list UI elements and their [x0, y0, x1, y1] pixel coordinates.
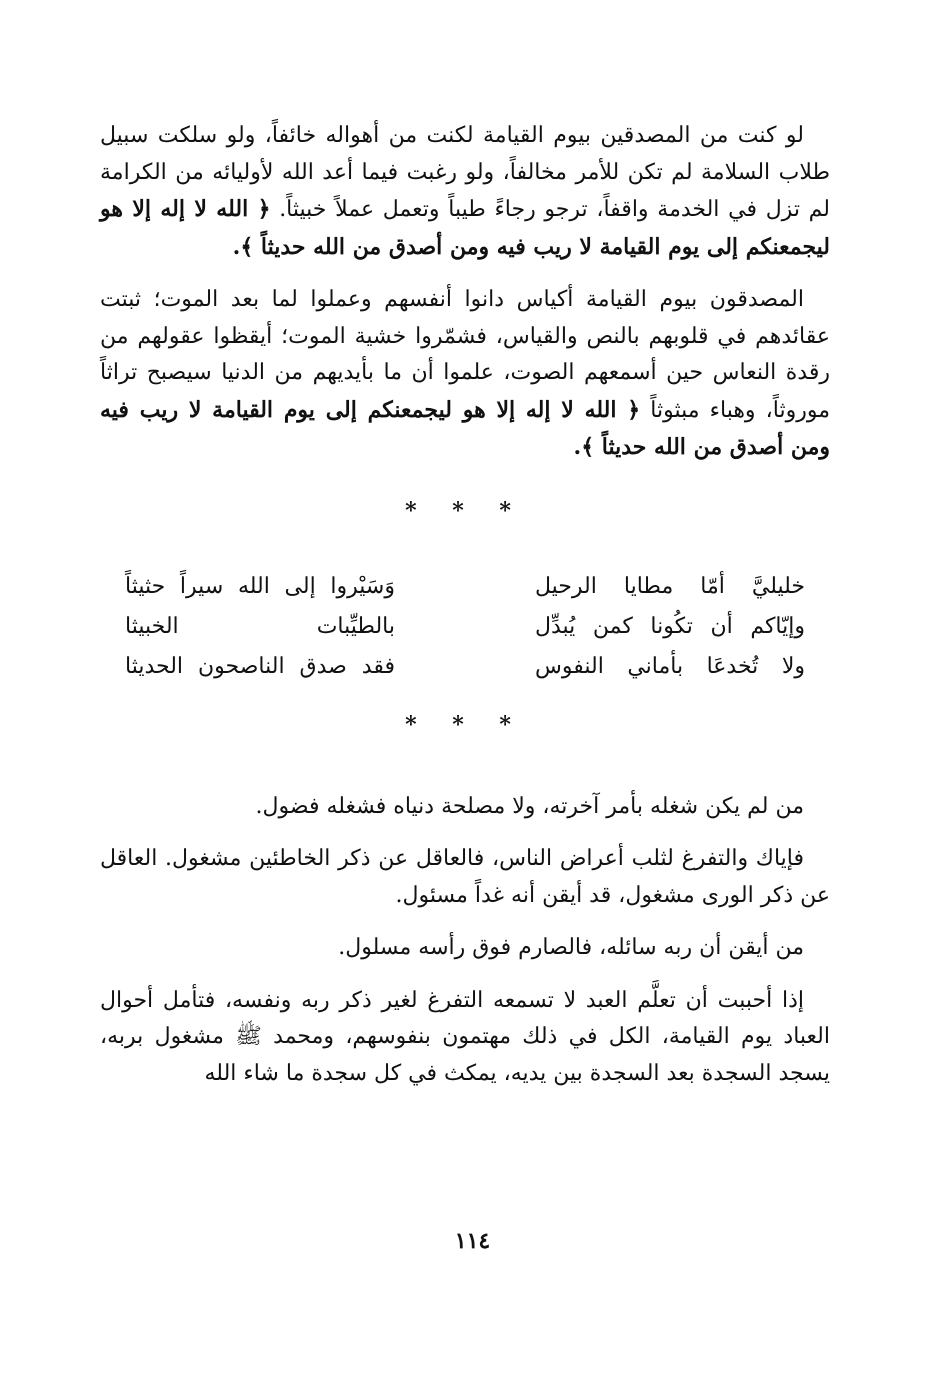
paragraph-1 [100, 118, 830, 266]
poem-hemistich-first: خليليَّ أمّا مطايا الرحيل [535, 573, 805, 599]
paragraph-3: من لم يكن شغله بأمر آخرته، ولا مصلحة دنياه فشغله فضول. [255, 793, 804, 819]
poem-hemistich-second: وَسَيْروا إلى الله سيراً حثيثاً [125, 573, 395, 599]
paragraph-5: من أيقن أن ربه سائله، فالصارم فوق رأسه مسلول. [338, 935, 804, 960]
page-number: ١١٤ [454, 1228, 491, 1254]
paragraph-6: إذا أحببت أن تعلَّم العبد لا تسمعه التفرغ لغير ذكر ربه ونفسه، فتأمل أحوال العباد يوم القيامة، الكل في ذلك مهتمون بنفوسهم، ومحمد ﷺ مشغول بربه، يسجد السجدة بعد السجدة بين يديه، يمكث في كل سجدة ما شاء الله [100, 987, 830, 1086]
paragraph-2 [100, 282, 830, 467]
poem-verse [125, 607, 805, 647]
paragraph-4: فإياك والتفرغ لثلب أعراض الناس، فالعاقل عن ذكر الخاطئين مشغول. العاقل عن ذكر الورى مشغول، قد أيقن أنه غداً مسئول. [100, 846, 830, 908]
section-separator: * * * [405, 711, 525, 738]
paragraph-1-text: لو كنت من المصدقين بيوم القيامة لكنت من أهواله خائفاً، ولو سلكت سبيل طلاب السلامة لم تكن للأمر مخالفاً، ولو رغبت فيما أعد الله لأوليائه من الكرامة لم تزل في الخدمة واقفاً، ترجو رجاءً طيباً وتعمل عملاً خبيثاً. [100, 123, 830, 222]
poem [125, 567, 805, 687]
paragraph-1-quran-verse: ﴿ الله لا إله إلا هو ليجمعنكم إلى يوم القيامة لا ريب فيه ومن أصدق من الله حديثاً ﴾. [100, 196, 830, 260]
poem-hemistich-second: فقد صدق الناصحون الحديثا [125, 653, 395, 679]
poem-verse [125, 647, 805, 687]
paragraph-2-quran-verse: ﴿ الله لا إله إلا هو ليجمعنكم إلى يوم القيامة لا ريب فيه ومن أصدق من الله حديثاً ﴾. [100, 396, 830, 460]
poem-hemistich-second: بالطيِّبات الخبيثا [125, 613, 395, 639]
poem-hemistich-first: ولا تُخدعَا بأماني النفوس [535, 653, 805, 679]
section-separator: * * * [405, 497, 525, 524]
paragraph-2-text: المصدقون بيوم القيامة أكياس دانوا أنفسهم وعملوا لما بعد الموت؛ ثبتت عقائدهم في قلوبهم بالنص والقياس، فشمّروا خشية الموت؛ أيقظوا عقولهم من رقدة النعاس حين أسمعهم الصوت، علموا أن ما بأيديهم من الدنيا سيصبح تراثاً موروثاً، وهباء مبثوثاً [100, 287, 830, 423]
poem-verse [125, 567, 805, 607]
page-body [100, 118, 830, 1108]
poem-hemistich-first: وإيّاكم أن تكُونا كمن يُبدِّل [535, 613, 805, 639]
